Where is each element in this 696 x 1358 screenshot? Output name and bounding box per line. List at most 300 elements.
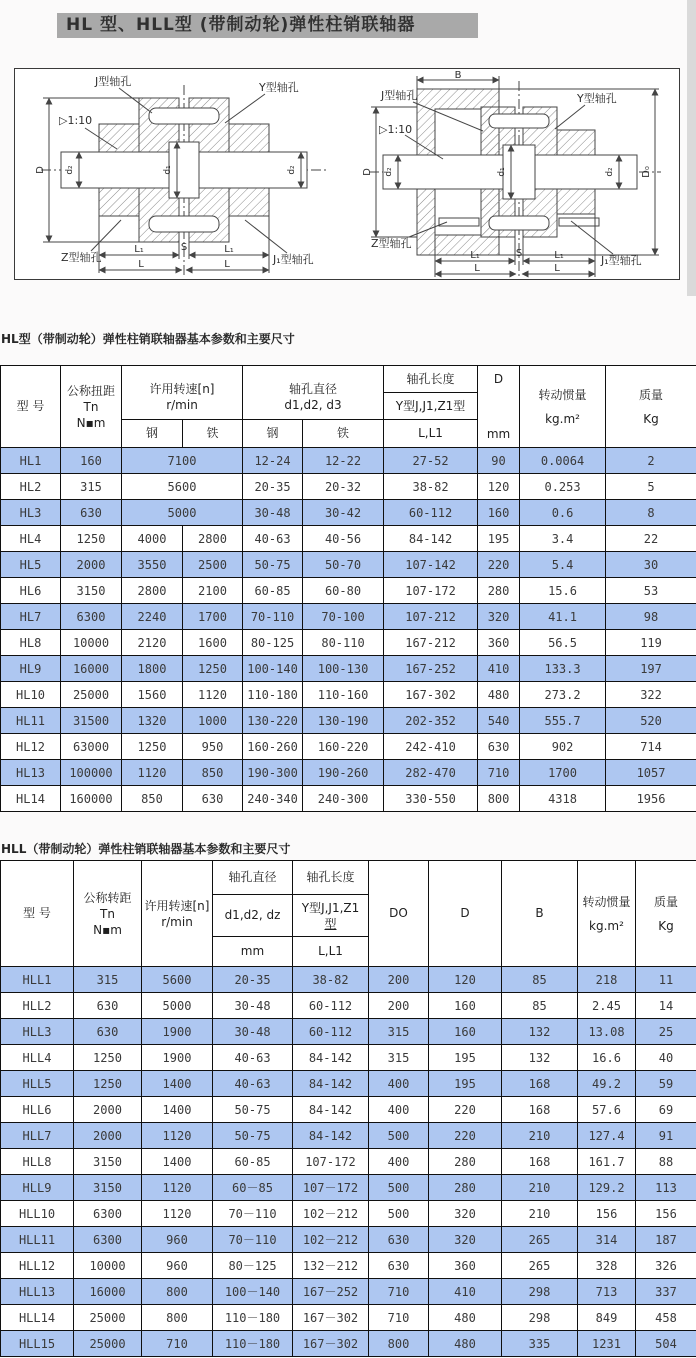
table-cell: 265 [502,1253,578,1279]
col-mass [606,366,696,448]
col-D [478,366,520,448]
table-cell: 800 [142,1305,213,1331]
table-cell: 132 [502,1019,578,1045]
table-cell: 6300 [74,1227,142,1253]
table-cell: HL13 [1,760,61,786]
table-row [1,682,696,708]
dim-L1: L₁ [554,250,564,261]
table-cell: 850 [183,760,243,786]
table-cell: 59 [636,1071,696,1097]
table-cell: 168 [502,1097,578,1123]
table-cell: 1120 [183,682,243,708]
table-cell: 1800 [122,656,183,682]
table-cell: 107-172 [293,1149,369,1175]
table-row [1,967,696,993]
table-cell: 320 [429,1227,502,1253]
table-row [1,1097,696,1123]
hl-table-caption: HL型（带制动轮）弹性柱销联轴器基本参数和主要尺寸 [1,332,295,346]
table-cell: 1120 [122,760,183,786]
table-cell: 10000 [61,630,122,656]
table-cell: 320 [478,604,520,630]
table-cell: HL6 [1,578,61,604]
table-cell: 130-190 [303,708,384,734]
table-row [1,1071,696,1097]
hll-coupling-drawing [351,69,681,279]
table-cell: 167-302 [384,682,478,708]
bore-length-types [293,895,369,937]
table-cell: HLL7 [1,1123,74,1149]
table-cell: 50-70 [303,552,384,578]
table-cell: 102－212 [293,1227,369,1253]
table-cell: 3550 [122,552,183,578]
table-cell: 127.4 [578,1123,636,1149]
table-cell: 1900 [142,1045,213,1071]
table-cell: 85 [502,967,578,993]
table-cell: 800 [478,786,520,812]
table-cell: 120 [429,967,502,993]
dim-S: S [515,248,523,259]
table-cell: 202-352 [384,708,478,734]
table-cell: 360 [429,1253,502,1279]
table-cell: HLL12 [1,1253,74,1279]
torque-unit: N▪m [76,415,106,430]
table-cell: HLL5 [1,1071,74,1097]
table-cell: 849 [578,1305,636,1331]
speed-steel: 钢 [122,420,183,448]
table-cell: 49.2 [578,1071,636,1097]
label-taper: ▷1:10 [379,123,413,136]
table-cell: 315 [369,1045,429,1071]
dim-B: B [454,70,462,81]
torque-symbol: Tn [100,906,115,921]
table-cell: 630 [74,1019,142,1045]
table-cell: 107-212 [384,604,478,630]
table-cell: 160-260 [243,734,303,760]
table-cell: 5.4 [520,552,606,578]
table-cell: 480 [429,1331,502,1357]
dim-L1: L₁ [224,244,234,255]
table-cell: 25000 [74,1305,142,1331]
table-cell: 630 [74,993,142,1019]
col-inertia [520,366,606,448]
table-cell: 630 [61,500,122,526]
table-cell: 282-470 [384,760,478,786]
table-cell: 273.2 [520,682,606,708]
table-cell: 902 [520,734,606,760]
table-cell: 2240 [122,604,183,630]
table-cell: 315 [369,1019,429,1045]
table-cell: 195 [429,1045,502,1071]
table-cell: 69 [636,1097,696,1123]
table-cell: 10000 [74,1253,142,1279]
table-cell: 3150 [61,578,122,604]
table-cell: 132 [502,1045,578,1071]
table-cell: HL12 [1,734,61,760]
col-torque [61,366,122,448]
table-cell: HLL8 [1,1149,74,1175]
table-cell: 1700 [183,604,243,630]
table-cell: 220 [429,1123,502,1149]
dim-L: L [474,263,480,274]
table-cell: 4318 [520,786,606,812]
table-cell: 167－302 [293,1331,369,1357]
table-cell: 2.45 [578,993,636,1019]
diameter-iron: 铁 [303,420,384,448]
table-cell: 167－252 [293,1279,369,1305]
table-row [1,1045,696,1071]
table-cell: 107-142 [384,552,478,578]
table-cell: 7100 [122,448,243,474]
table-cell: 1120 [142,1201,213,1227]
table-row [1,578,696,604]
table-cell: 220 [478,552,520,578]
table-row [1,1123,696,1149]
table-cell: 57.6 [578,1097,636,1123]
dim-L1: L₁ [134,244,144,255]
dim-S: S [180,242,188,253]
table-cell: 60－85 [213,1175,293,1201]
table-cell: 60-112 [293,993,369,1019]
label-j-hole: J型轴孔 [95,75,132,88]
table-cell: HL3 [1,500,61,526]
table-cell: 129.2 [578,1175,636,1201]
table-cell: 20-35 [243,474,303,500]
table-cell: 25000 [74,1331,142,1357]
table-cell: 1600 [183,630,243,656]
table-cell: 84-142 [293,1045,369,1071]
table-cell: 60-85 [243,578,303,604]
table-cell: 3.4 [520,526,606,552]
table-cell: 2800 [183,526,243,552]
dim-L: L [138,259,144,270]
table-cell: 16000 [61,656,122,682]
table-cell: 400 [369,1097,429,1123]
table-cell: 3150 [74,1149,142,1175]
table-cell: 167-212 [384,630,478,656]
table-cell: 110－180 [213,1331,293,1357]
speed-label: 许用转速[n] [149,381,215,396]
table-cell: 50-75 [213,1097,293,1123]
table-cell: 84-142 [293,1123,369,1149]
hll-table-caption: HLL（带制动轮）弹性柱销联轴器基本参数和主要尺寸 [1,842,291,856]
table-cell: 2800 [122,578,183,604]
table-cell: HL1 [1,448,61,474]
table-cell: 16.6 [578,1045,636,1071]
inertia-unit: kg.m² [545,411,580,426]
dim-d1: d₁ [497,167,507,177]
dim-d1: d₁ [163,165,173,175]
table-cell: 6300 [74,1201,142,1227]
table-cell: 40 [636,1045,696,1071]
table-cell: 1400 [142,1071,213,1097]
table-row [1,500,696,526]
table-row [1,734,696,760]
table-row [1,1331,696,1357]
table-cell: HL10 [1,682,61,708]
table-cell: 0.0064 [520,448,606,474]
table-cell: HL2 [1,474,61,500]
table-cell: 60-85 [213,1149,293,1175]
table-cell: 120 [478,474,520,500]
table-cell: 1250 [61,526,122,552]
table-cell: HL8 [1,630,61,656]
table-cell: 31500 [61,708,122,734]
table-cell: 161.7 [578,1149,636,1175]
table-cell: 504 [636,1331,696,1357]
dim-d2: d₂ [287,165,297,175]
table-cell: 60-112 [293,1019,369,1045]
table-cell: 265 [502,1227,578,1253]
table-cell: 5 [606,474,696,500]
table-cell: 12-22 [303,448,384,474]
table-cell: 218 [578,967,636,993]
label-j1-hole: J₁型轴孔 [273,253,314,266]
table-cell: HL4 [1,526,61,552]
inertia-label: 转动惯量 [538,387,587,402]
table-cell: 90 [478,448,520,474]
table-row [1,760,696,786]
table-row [1,474,696,500]
col-bore-length: 轴孔长度 [293,861,369,895]
table-cell: 88 [636,1149,696,1175]
table-cell: 2100 [183,578,243,604]
table-cell: 1250 [74,1045,142,1071]
table-cell: 190-300 [243,760,303,786]
inertia-label: 转动惯量 [582,894,631,909]
table-cell: HLL4 [1,1045,74,1071]
table-cell: 2 [606,448,696,474]
torque-unit: N▪m [93,922,122,937]
table-row [1,1175,696,1201]
table-cell: 85 [502,993,578,1019]
table-cell: 2000 [61,552,122,578]
hl-table [0,365,696,812]
table-cell: 195 [478,526,520,552]
table-cell: 20-32 [303,474,384,500]
table-cell: 710 [369,1305,429,1331]
table-cell: 63000 [61,734,122,760]
inertia-unit: kg.m² [589,918,624,933]
table-cell: 630 [369,1227,429,1253]
table-cell: 56.5 [520,630,606,656]
col-mass [636,861,696,967]
table-cell: HLL10 [1,1201,74,1227]
table-cell: 100000 [61,760,122,786]
col-torque [74,861,142,967]
bore-length-types-line2: 型 [324,916,337,931]
table-cell: 110-160 [303,682,384,708]
speed-iron: 铁 [183,420,243,448]
table-cell: 98 [606,604,696,630]
table-cell: 950 [183,734,243,760]
table-cell: 335 [502,1331,578,1357]
table-cell: 2000 [74,1123,142,1149]
table-cell: 1120 [142,1123,213,1149]
table-cell: 160-220 [303,734,384,760]
table-cell: HLL3 [1,1019,74,1045]
table-cell: 167-252 [384,656,478,682]
label-j1-hole: J₁型轴孔 [601,254,642,267]
table-cell: 25 [636,1019,696,1045]
mass-label: 质量 [639,387,664,402]
col-D: D [429,861,502,967]
table-cell: 167－302 [293,1305,369,1331]
table-row [1,1253,696,1279]
table-cell: HLL11 [1,1227,74,1253]
table-cell: 160 [429,993,502,1019]
speed-label: 许用转速[n] [144,898,210,913]
table-cell: 800 [142,1279,213,1305]
table-cell: HLL13 [1,1279,74,1305]
table-cell: 133.3 [520,656,606,682]
table-cell: 84-142 [293,1071,369,1097]
table-cell: 102－212 [293,1201,369,1227]
table-cell: 520 [606,708,696,734]
table-cell: 13.08 [578,1019,636,1045]
page-title: HL 型、HLL型 (带制动轮)弹性柱销联轴器 [57,13,478,38]
table-cell: 1900 [142,1019,213,1045]
table-cell: 960 [142,1227,213,1253]
table-cell: 500 [369,1123,429,1149]
D-unit: mm [486,426,511,441]
table-cell: 60-80 [303,578,384,604]
table-cell: 41.1 [520,604,606,630]
table-cell: HL9 [1,656,61,682]
table-cell: 40-63 [213,1045,293,1071]
table-cell: 1400 [142,1149,213,1175]
table-cell: 38-82 [293,967,369,993]
table-cell: 328 [578,1253,636,1279]
table-cell: HL5 [1,552,61,578]
table-cell: 25000 [61,682,122,708]
label-z-hole: Z型轴孔 [371,237,412,250]
table-cell: 2000 [74,1097,142,1123]
table-cell: 168 [502,1149,578,1175]
table-cell: 5600 [122,474,243,500]
table-cell: 400 [369,1149,429,1175]
table-cell: 113 [636,1175,696,1201]
table-cell: 195 [429,1071,502,1097]
dim-L: L [224,259,230,270]
table-cell: 326 [636,1253,696,1279]
table-cell: 360 [478,630,520,656]
table-row [1,1279,696,1305]
table-cell: 130-220 [243,708,303,734]
mass-unit: Kg [643,411,659,426]
table-cell: 1956 [606,786,696,812]
table-cell: 540 [478,708,520,734]
table-cell: 0.253 [520,474,606,500]
table-cell: 110-180 [243,682,303,708]
table-cell: 1560 [122,682,183,708]
speed-unit: r/min [166,397,198,412]
table-cell: 800 [369,1331,429,1357]
table-cell: 500 [369,1201,429,1227]
col-B: B [502,861,578,967]
table-cell: 0.6 [520,500,606,526]
mass-unit: Kg [658,918,674,933]
table-cell: 91 [636,1123,696,1149]
table-cell: 40-63 [243,526,303,552]
bore-diameter-label: 轴孔直径 [289,381,338,396]
table-cell: 5000 [122,500,243,526]
table-cell: 14 [636,993,696,1019]
table-cell: 156 [578,1201,636,1227]
col-model: 型 号 [1,861,74,967]
table-cell: 315 [61,474,122,500]
table-cell: 337 [636,1279,696,1305]
table-cell: 160 [429,1019,502,1045]
table-cell: HL11 [1,708,61,734]
table-row [1,1149,696,1175]
hll-table [0,860,696,1357]
table-cell: 15.6 [520,578,606,604]
table-cell: 4000 [122,526,183,552]
col-speed [122,366,243,420]
table-cell: 320 [429,1201,502,1227]
col-inertia [578,861,636,967]
bore-length-symbols: L,L1 [293,937,369,967]
table-row [1,786,696,812]
table-cell: 314 [578,1227,636,1253]
dim-D0: D₀ [641,166,652,178]
table-cell: 240-340 [243,786,303,812]
table-row [1,993,696,1019]
table-cell: 119 [606,630,696,656]
bore-diameter-unit: mm [213,937,293,967]
table-cell: 6300 [61,604,122,630]
table-cell: 710 [369,1279,429,1305]
table-cell: 22 [606,526,696,552]
table-cell: 1057 [606,760,696,786]
table-cell: 30 [606,552,696,578]
table-cell: 1000 [183,708,243,734]
table-cell: 5000 [142,993,213,1019]
torque-label: 公称转距 [83,890,132,905]
table-cell: 1700 [520,760,606,786]
table-cell: 330-550 [384,786,478,812]
col-model: 型 号 [1,366,61,448]
label-taper: ▷1:10 [59,114,93,127]
table-cell: HL7 [1,604,61,630]
table-cell: 160000 [61,786,122,812]
table-cell: 40-56 [303,526,384,552]
table-cell: 197 [606,656,696,682]
bore-length-types: Y型J,J1,Z1型 [384,393,478,420]
table-row [1,1019,696,1045]
table-row [1,656,696,682]
D-label: D [493,371,504,386]
torque-label: 公称扭距 [66,383,115,398]
dim-d2: d₂ [384,167,394,177]
torque-symbol: Tn [83,399,99,414]
table-cell: 200 [369,967,429,993]
table-cell: 156 [636,1201,696,1227]
table-cell: 60-112 [384,500,478,526]
table-cell: 160 [478,500,520,526]
table-cell: 107-172 [384,578,478,604]
table-cell: HLL9 [1,1175,74,1201]
table-cell: 100－140 [213,1279,293,1305]
diameter-steel: 钢 [243,420,303,448]
bore-diameter-symbols: d1,d2, d3 [284,397,342,412]
table-cell: 480 [429,1305,502,1331]
table-cell: 960 [142,1253,213,1279]
table-cell: 30-48 [213,993,293,1019]
table-cell: 30-48 [243,500,303,526]
table-cell: 210 [502,1123,578,1149]
table-cell: HLL14 [1,1305,74,1331]
